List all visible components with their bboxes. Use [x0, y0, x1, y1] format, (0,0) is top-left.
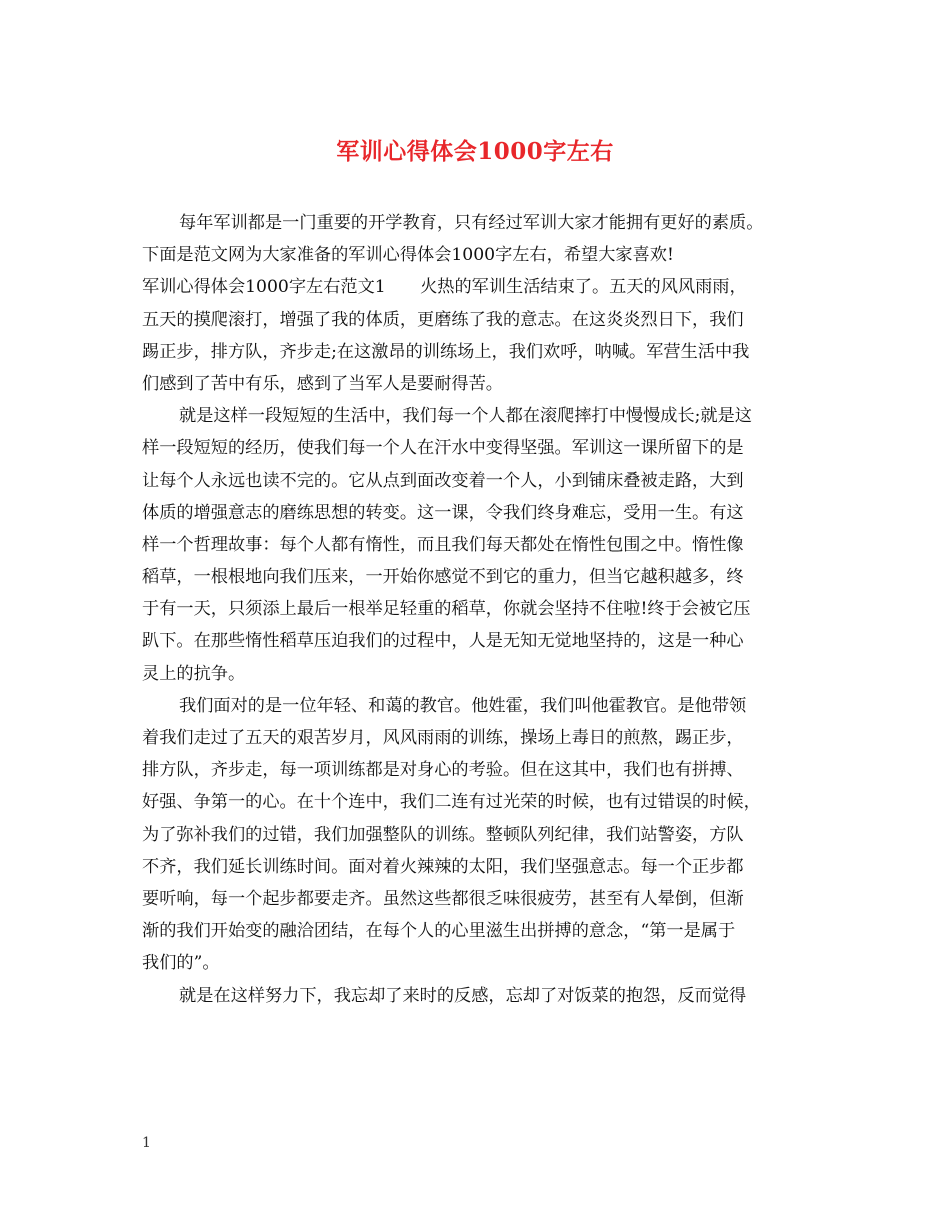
text-line: 好强、争第一的心。在十个连中，我们二连有过光荣的时候，也有过错误的时候，: [142, 792, 761, 813]
text-line: 排方队，齐步走，每一项训练都是对身心的考验。但在这其中，我们也有拼搏、: [142, 760, 744, 781]
text-line: 我们的”。: [142, 953, 220, 974]
text-line: 稻草，一根根地向我们压来，一开始你感觉不到它的重力，但当它越积越多，终: [142, 567, 744, 588]
text-line: 着我们走过了五天的艰苦岁月，风风雨雨的训练，操场上毒日的煎熬，踢正步，: [142, 728, 744, 748]
document-title: 军训心得体会1000字左右: [336, 138, 614, 165]
text-line: 下面是范文网为大家准备的军训心得体会1000字左右，希望大家喜欢!: [142, 245, 674, 266]
text-line: 就是这样一段短短的生活中，我们每一个人都在滚爬摔打中慢慢成长;就是这: [179, 406, 752, 427]
text-line: 让每个人永远也读不完的。它从点到面改变着一个人，小到铺床叠被走路，大到: [142, 470, 744, 491]
text-line: 体质的增强意志的磨练思想的转变。这一课，令我们终身难忘，受用一生。有这: [142, 502, 744, 523]
text-line: 趴下。在那些惰性稻草压迫我们的过程中，人是无知无觉地坚持的，这是一种心: [142, 631, 744, 652]
text-line: 为了弥补我们的过错，我们加强整队的训练。整顿队列纪律，我们站警姿，方队: [142, 824, 744, 845]
page-number: 1: [142, 1135, 151, 1151]
text-line: 就是在这样努力下，我忘却了来时的反感，忘却了对饭菜的抱怨，反而觉得: [179, 985, 747, 1006]
text-line: 灵上的抗争。: [142, 663, 246, 684]
text-line: 于有一天，只须添上最后一根举足轻重的稻草，你就会坚持不住啦!终于会被它压: [142, 599, 751, 620]
text-line: 样一个哲理故事：每个人都有惰性，而且我们每天都处在惰性包围之中。惰性像: [142, 534, 744, 555]
text-line: 每年军训都是一门重要的开学教育，只有经过军训大家才能拥有更好的素质。: [179, 213, 764, 233]
text-line: 五天的摸爬滚打，增强了我的体质，更磨练了我的意志。在这炎炎烈日下，我们: [142, 309, 744, 330]
text-line: 不齐，我们延长训练时间。面对着火辣辣的太阳，我们坚强意志。每一个正步都: [142, 856, 744, 877]
text-line: 军训心得体会1000字左右范文1 火热的军训生活结束了。五天的风风雨雨，: [142, 277, 747, 298]
text-line: 要听响，每一个起步都要走齐。虽然这些都很乏味很疲劳，甚至有人晕倒，但渐: [142, 888, 744, 909]
document-body: [142, 207, 832, 1012]
text-line: 样一段短短的经历，使我们每一个人在汗水中变得坚强。军训这一课所留下的是: [142, 438, 744, 459]
text-line: 踢正步，排方队，齐步走;在这激昂的训练场上，我们欢呼，呐喊。军营生活中我: [142, 341, 750, 362]
text-line: 们感到了苦中有乐，感到了当军人是要耐得苦。: [142, 373, 503, 394]
text-line: 我们面对的是一位年轻、和蔼的教官。他姓霍，我们叫他霍教官。是他带领: [179, 695, 747, 716]
text-line: 渐的我们开始变的融洽团结，在每个人的心里滋生出拼搏的意念，“第一是属于: [142, 921, 736, 942]
